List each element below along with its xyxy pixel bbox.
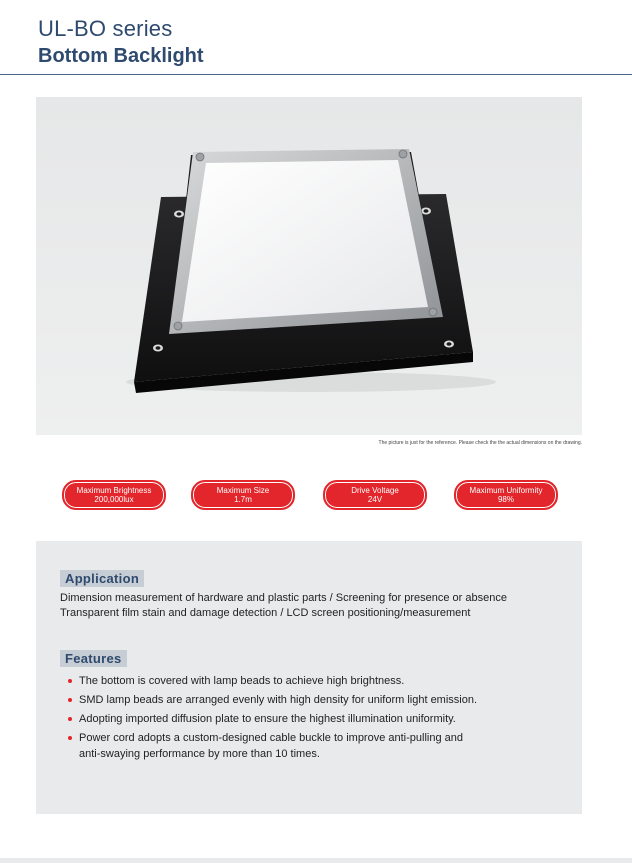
application-line: Dimension measurement of hardware and plastic parts / Screening for presence or absence xyxy=(60,592,507,604)
product-photo xyxy=(36,97,582,435)
bullet-icon xyxy=(68,698,72,702)
spec-value: 1.7m xyxy=(234,495,252,504)
bullet-icon xyxy=(68,717,72,721)
page-title: UL-BO series xyxy=(38,16,173,41)
info-panel xyxy=(36,541,582,814)
feature-text: Power cord adopts a custom-designed cable buckle to improve anti-pulling and anti-swaying performance by more than 10 times. xyxy=(79,732,463,760)
feature-text: The bottom is covered with lamp beads to achieve high brightness. xyxy=(79,675,405,687)
spec-label: Maximum Size xyxy=(216,486,270,495)
backlight-product-image xyxy=(36,97,582,435)
bullet-icon xyxy=(68,679,72,683)
spec-badge-size xyxy=(191,480,295,510)
spec-badge-voltage xyxy=(323,480,427,510)
spec-badge-uniformity xyxy=(454,480,558,510)
spec-label: Maximum Brightness xyxy=(76,486,152,495)
spec-badge-brightness xyxy=(62,480,166,510)
feature-item xyxy=(66,711,566,727)
footer-bar xyxy=(0,858,632,863)
feature-item xyxy=(66,692,566,708)
feature-text: Adopting imported diffusion plate to ensure the highest illumination uniformity. xyxy=(79,713,456,725)
bullet-icon xyxy=(68,736,72,740)
photo-disclaimer: The picture is just for the reference. Please check the the actual dimensions on the drawing. xyxy=(378,440,582,446)
feature-item xyxy=(66,673,566,689)
spec-value: 200,000lux xyxy=(94,495,134,504)
spec-value: 98% xyxy=(497,495,514,504)
features-list xyxy=(66,673,566,765)
features-heading: Features xyxy=(60,650,127,667)
spec-label: Drive Voltage xyxy=(351,486,399,495)
application-heading: Application xyxy=(60,570,144,587)
spec-label: Maximum Uniformity xyxy=(469,486,543,495)
header-divider xyxy=(0,74,632,75)
application-line: Transparent film stain and damage detection / LCD screen positioning/measurement xyxy=(60,607,471,619)
feature-item xyxy=(66,730,479,762)
spec-value: 24V xyxy=(367,495,383,504)
feature-text: SMD lamp beads are arranged evenly with high density for uniform light emission. xyxy=(79,694,478,706)
page-subtitle: Bottom Backlight xyxy=(38,45,204,67)
